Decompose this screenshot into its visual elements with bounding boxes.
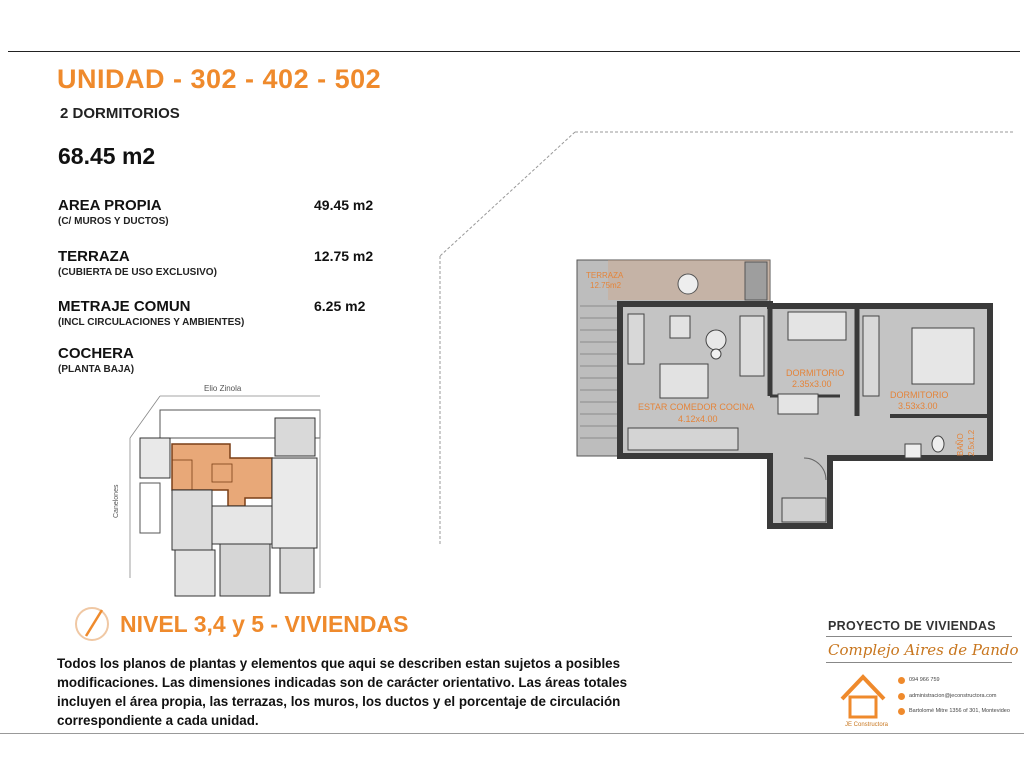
area-label: AREA PROPIA xyxy=(58,197,162,214)
project-name: Complejo Aires de Pando xyxy=(828,641,1019,659)
area-row-cochera xyxy=(58,345,398,375)
contact-email[interactable] xyxy=(898,693,1016,700)
project-title: PROYECTO DE VIVIENDAS xyxy=(828,619,996,633)
area-row-comun xyxy=(58,298,398,328)
bedroom2-label: DORMITORIO xyxy=(890,390,949,400)
phone-text: 094 966 759 xyxy=(909,677,940,683)
company-logo xyxy=(836,671,890,729)
site-plan xyxy=(113,378,445,600)
contact-address xyxy=(898,708,1016,715)
bedroom-count: 2 DORMITORIOS xyxy=(60,105,180,122)
bottom-divider xyxy=(0,733,1024,734)
contact-phone xyxy=(898,677,1016,684)
bath-label: BAÑO xyxy=(956,433,965,456)
area-note: (PLANTA BAJA) xyxy=(58,364,135,375)
living-label: ESTAR COMEDOR COCINA xyxy=(638,402,755,412)
divider xyxy=(826,662,1012,663)
area-label: COCHERA xyxy=(58,345,134,362)
area-note: (INCL CIRCULACIONES Y AMBIENTES) xyxy=(58,317,245,328)
email-text[interactable]: administracion@jeconstructora.com xyxy=(909,693,997,699)
disclaimer-text: Todos los planos de plantas y elementos que aqui se describen estan sujetos a posibles modificaciones. Las dimensiones indicadas son de carácter orientativo. Las áreas totales incluyen el área propia, las terrazas, los muros, los ductos y el porcentaje de circulación correspondiente a cada unidad. xyxy=(57,656,628,728)
bedroom1-dims: 2.35x3.00 xyxy=(792,379,832,389)
terrace-area-label: 12.75m2 xyxy=(590,281,622,290)
email-icon xyxy=(898,693,905,700)
area-value: 6.25 m2 xyxy=(314,298,366,314)
top-divider xyxy=(8,51,1020,52)
compass-icon xyxy=(72,604,112,644)
area-label: METRAJE COMUN xyxy=(58,298,191,315)
address-text: Bartolomé Mitre 1356 of 301, Montevideo xyxy=(909,708,1010,714)
area-value: 49.45 m2 xyxy=(314,197,374,213)
bath-dims: 2.5x1.2 xyxy=(967,429,976,456)
level-title: NIVEL 3,4 y 5 - VIVIENDAS xyxy=(120,611,409,637)
location-icon xyxy=(898,708,905,715)
area-note: (C/ MUROS Y DUCTOS) xyxy=(58,216,169,227)
terrace-label: TERRAZA xyxy=(586,271,624,280)
living-dims: 4.12x4.00 xyxy=(678,414,718,424)
total-area: 68.45 m2 xyxy=(58,143,156,169)
unit-title: UNIDAD - 302 - 402 - 502 xyxy=(57,64,382,94)
bedroom2-dims: 3.53x3.00 xyxy=(898,401,938,411)
bedroom1-label: DORMITORIO xyxy=(786,368,845,378)
street-left-label: Canelones xyxy=(113,484,120,518)
phone-icon xyxy=(898,677,905,684)
area-row-propia xyxy=(58,197,398,227)
street-top-label: Elio Zinola xyxy=(204,384,242,393)
area-value: 12.75 m2 xyxy=(314,248,374,264)
floor-plan xyxy=(420,126,1015,546)
divider xyxy=(826,636,1012,637)
area-row-terraza xyxy=(58,248,398,278)
company-name: JE Constructora xyxy=(845,722,889,728)
area-label: TERRAZA xyxy=(58,248,130,265)
area-note: (CUBIERTA DE USO EXCLUSIVO) xyxy=(58,267,217,278)
